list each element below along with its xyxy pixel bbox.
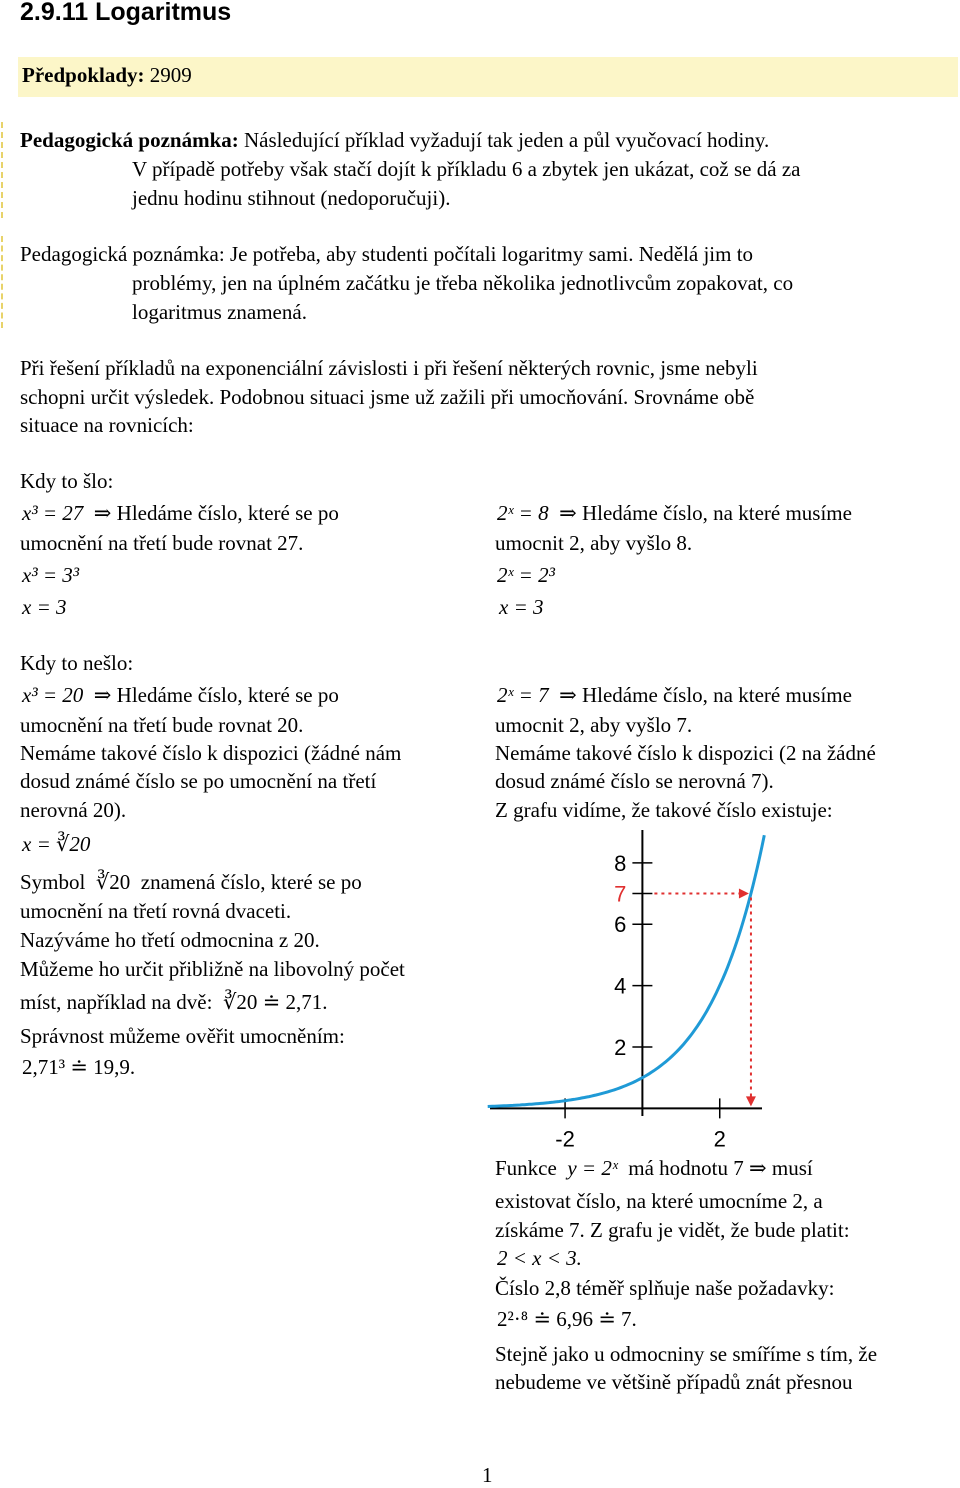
case-ok-right-row1: 2ˣ = 8 ⇒ Hledáme číslo, na které musíme xyxy=(497,501,852,525)
case-ok-left-row2: umocnění na třetí bude rovnat 27. xyxy=(20,531,304,555)
equation: 2ˣ = 2³ xyxy=(497,563,555,587)
symbol-text: Symbol xyxy=(20,870,86,894)
case-ok-right-eq2 xyxy=(497,563,555,588)
case-fail-left-eq2 xyxy=(22,832,90,857)
case-fail-left-text: dosud známé číslo se po umocnění na třetí xyxy=(20,769,377,793)
equation: 2ˣ = 7 xyxy=(497,683,549,707)
y-tick-label: 4 xyxy=(614,973,627,999)
explanation: Hledáme číslo, na které musíme xyxy=(581,683,852,707)
case-ok-title: Kdy to šlo: xyxy=(20,469,114,493)
equation: x = 3 xyxy=(499,595,544,619)
explanation: Hledáme číslo, na které musíme xyxy=(581,501,852,525)
symbol-text: Nazýváme ho třetí odmocnina z 20. xyxy=(20,928,320,952)
equation: x³ = 20 xyxy=(22,683,84,707)
note-label: Pedagogická poznámka: xyxy=(20,242,225,266)
symbol-row1 xyxy=(20,870,362,895)
note-text: Je potřeba, aby studenti počítali logaritmy sami. Nedělá jim to xyxy=(229,242,754,266)
after-chart-text: má hodnotu 7 xyxy=(628,1156,744,1180)
verify-equation: 2,71³ ≐ 19,9. xyxy=(22,1055,136,1079)
margin-marker xyxy=(1,236,8,328)
symbol-text: Můžeme ho určit přibližně na libovolný počet xyxy=(20,957,405,981)
symbol-row5 xyxy=(20,990,327,1015)
symbol-text: umocnění na třetí rovná dvaceti. xyxy=(20,899,292,923)
prerequisites-box xyxy=(18,57,958,97)
case-fail-right-text: Z grafu vidíme, že takové číslo existuje: xyxy=(495,798,833,822)
equation: x = 3 xyxy=(22,595,67,619)
y-tick-label: 6 xyxy=(614,912,627,938)
case-fail-left-text: umocnění na třetí bude rovnat 20. xyxy=(20,713,304,737)
equation: x³ = 3³ xyxy=(22,563,80,587)
after-chart-text: existovat číslo, na které umocníme 2, a xyxy=(495,1189,823,1213)
arrow-head xyxy=(739,889,749,899)
case-ok-right-eq3 xyxy=(499,595,544,620)
case-fail-right-row1: 2ˣ = 7 ⇒ Hledáme číslo, na které musíme xyxy=(497,683,852,707)
prerequisites-label: Předpoklady: xyxy=(22,63,145,87)
note-label: Pedagogická poznámka: xyxy=(20,128,239,152)
note-text: logaritmus znamená. xyxy=(132,300,307,324)
page-number: 1 xyxy=(482,1463,493,1487)
symbol-text: znamená číslo, které se po xyxy=(140,870,362,894)
after-chart-approximation: 2²·⁸ ≐ 6,96 ≐ 7. xyxy=(497,1307,637,1331)
after-chart-inequality xyxy=(497,1246,582,1271)
pedagogical-note-1 xyxy=(20,126,940,213)
arrow-head xyxy=(746,1096,756,1106)
explanation: Hledáme číslo, které se po xyxy=(116,501,339,525)
case-ok-left-eq2 xyxy=(22,563,79,588)
case-fail-left-text: nerovná 20). xyxy=(20,798,127,822)
equation: x³ = 27 xyxy=(22,501,84,525)
equation: 2ˣ = 8 xyxy=(497,501,549,525)
case-fail-right-text: dosud známé číslo se nerovná 7). xyxy=(495,769,774,793)
prerequisites-value: 2909 xyxy=(149,63,192,87)
intro-line: schopni určit výsledek. Podobnou situaci jsme už zažili při umocňování. Srovnáme obě xyxy=(20,384,755,409)
after-chart-text: Stejně jako u odmocniny se smíříme s tím, že xyxy=(495,1342,878,1366)
note-text: problémy, jen na úplném začátku je třeba několika jednotlivcům zopakovat, co xyxy=(132,271,794,295)
case-fail-left-row1: x³ = 20 ⇒ Hledáme číslo, které se po xyxy=(22,683,339,707)
equation: 2 < x < 3. xyxy=(497,1246,582,1270)
y-tick-label: 8 xyxy=(614,850,627,876)
x-tick-label: -2 xyxy=(555,1126,575,1152)
curve-line xyxy=(488,835,765,1106)
verify-text: Správnost můžeme ověřit umocněním: xyxy=(20,1024,345,1048)
margin-marker xyxy=(1,122,8,218)
intro-paragraph xyxy=(20,354,940,440)
note-text: Následující příklad vyžadují tak jeden a půl vyučovací hodiny. xyxy=(244,128,770,152)
case-fail-right-text: umocnit 2, aby vyšlo 7. xyxy=(495,713,693,737)
cube-root-symbol: ∛20 xyxy=(95,870,131,894)
symbol-text: míst, například na dvě: xyxy=(20,990,213,1014)
pedagogical-note-2 xyxy=(20,240,940,327)
equation: x = ∛20 xyxy=(22,832,91,856)
intro-line: Při řešení příkladů na exponenciální závislosti i při řešení některých rovnic, jsme nebyli xyxy=(20,356,758,380)
case-ok-left-row1: x³ = 27 ⇒ Hledáme číslo, které se po xyxy=(22,501,339,525)
note-text: V případě potřeby však stačí dojít k příkladu 6 a zbytek jen ukázat, což se dá za xyxy=(132,157,801,181)
after-chart-text: Číslo 2,8 téměř splňuje naše požadavky: xyxy=(495,1276,835,1300)
equation: y = 2ˣ xyxy=(567,1156,618,1180)
note-text: jednu hodinu stihnout (nedoporučuji). xyxy=(132,186,451,210)
case-ok-right-row2: umocnit 2, aby vyšlo 8. xyxy=(495,531,693,555)
case-fail-title: Kdy to nešlo: xyxy=(20,651,134,675)
after-chart-text: získáme 7. Z grafu je vidět, že bude platit: xyxy=(495,1218,850,1242)
after-chart-text: nebudeme ve většině případů znát přesnou xyxy=(495,1370,853,1394)
case-fail-left-text: Nemáme takové číslo k dispozici (žádné nám xyxy=(20,741,402,765)
exponential-graph xyxy=(480,826,770,1152)
explanation: Hledáme číslo, které se po xyxy=(116,683,339,707)
approximation: ∛20 ≐ 2,71. xyxy=(222,990,328,1014)
y-tick-label: 2 xyxy=(614,1034,627,1060)
after-chart-text: musí xyxy=(771,1156,813,1180)
after-chart-row1: Funkce y = 2ˣ má hodnotu 7 ⇒ musí xyxy=(495,1156,813,1180)
intro-line: situace na rovnicích: xyxy=(20,413,194,437)
case-ok-left-eq3 xyxy=(22,595,67,620)
section-heading: 2.9.11 Logaritmus xyxy=(20,0,232,26)
highlight-label: 7 xyxy=(614,881,627,907)
after-chart-text: Funkce xyxy=(495,1156,557,1180)
case-fail-right-text: Nemáme takové číslo k dispozici (2 na žádné xyxy=(495,741,876,765)
x-tick-label: 2 xyxy=(713,1126,726,1152)
